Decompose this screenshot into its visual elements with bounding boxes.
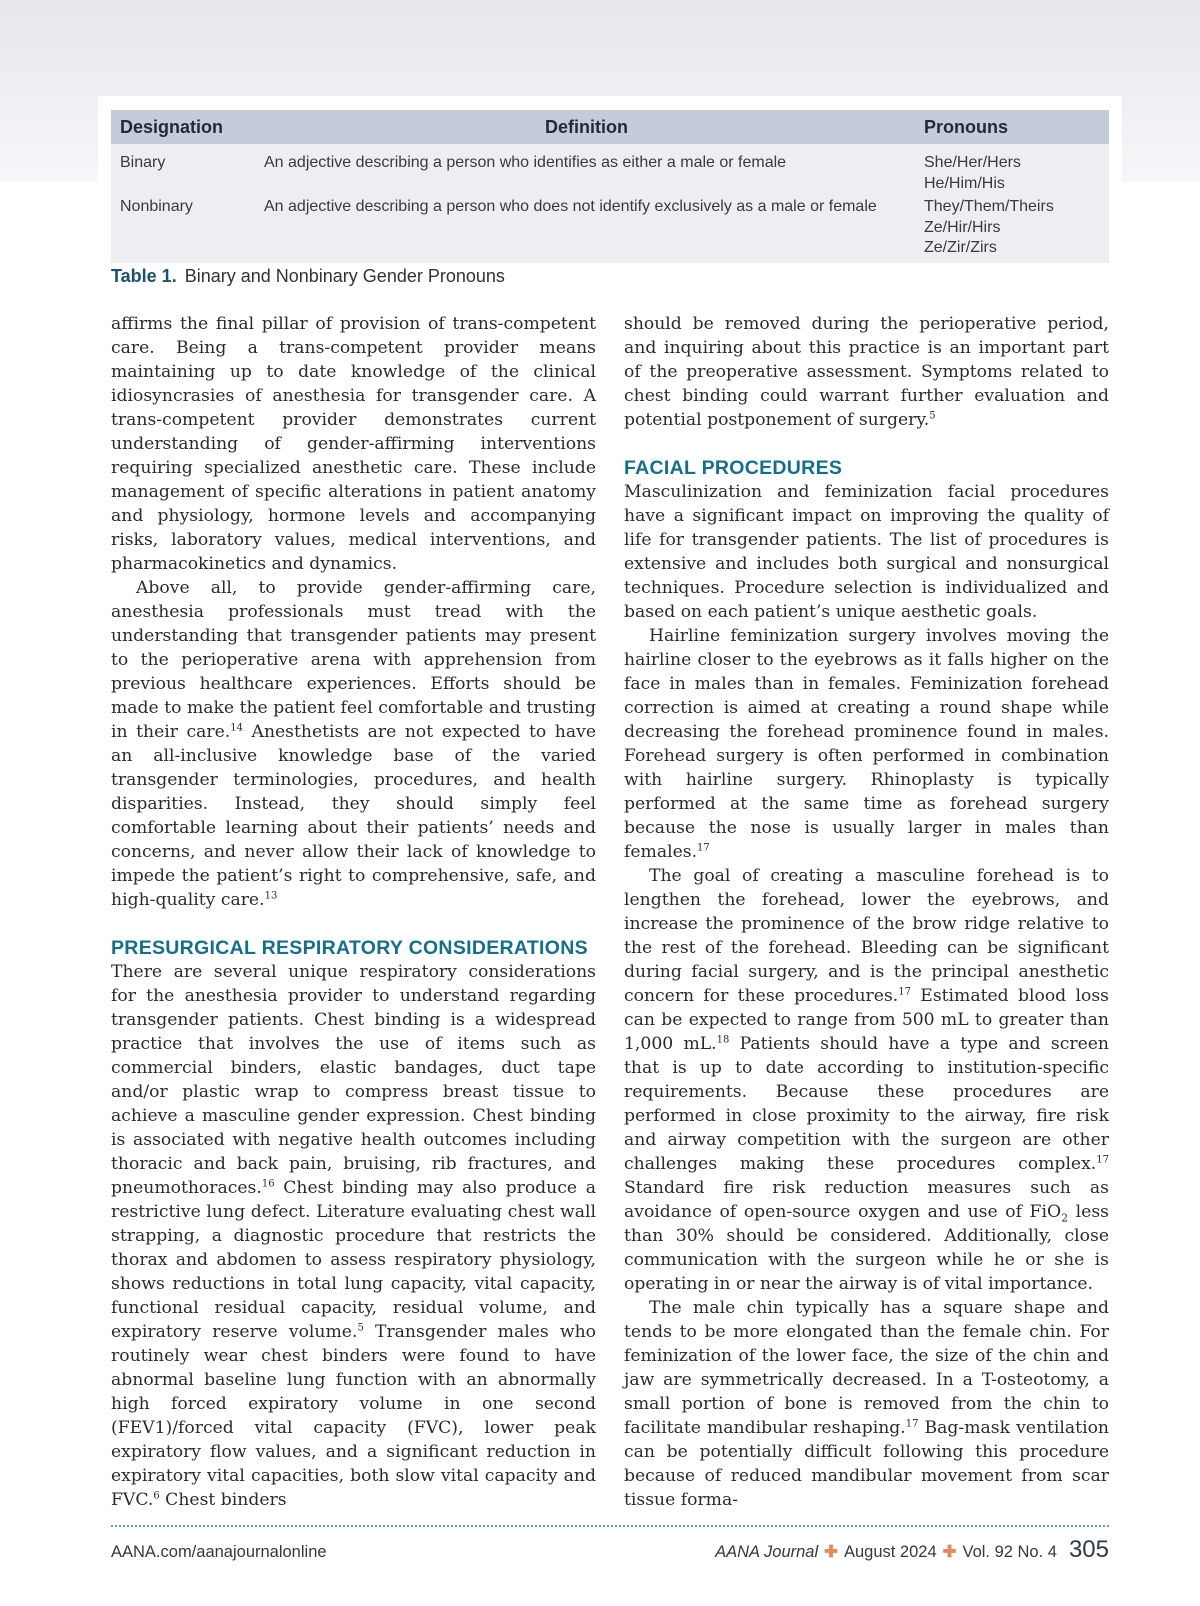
plus-separator-icon: ✚	[942, 1543, 957, 1561]
table-header-row	[111, 110, 1109, 144]
table-cell-definition: An adjective describing a person who does not identify exclusively as a male or female	[264, 198, 877, 215]
pronoun-table	[111, 110, 1109, 263]
table-caption	[111, 266, 505, 287]
reference-marker: 6	[153, 1490, 160, 1502]
reference-marker: 17	[697, 842, 710, 854]
table-header-pronouns: Pronouns	[924, 116, 1008, 137]
subscript: 2	[1061, 1211, 1069, 1225]
left-column	[111, 312, 596, 1512]
table-body	[111, 144, 1109, 263]
table-cell-pronouns	[918, 197, 1109, 259]
page-number: 305	[1068, 1536, 1109, 1563]
table-row	[111, 144, 1109, 194]
journal-name: AANA Journal	[715, 1543, 819, 1561]
table-cell-designation: Nonbinary	[120, 198, 193, 215]
table-row	[111, 194, 1109, 259]
paragraph: Above all, to provide gender-affirming care, anesthesia professionals must tread with the understanding that transgender patients may present to the perioperative arena with apprehension from previous healthcare experiences. Efforts should be made to make the patient feel comfortable and trusting in their care.$^{14}$ Anesthetists are not expected to have an all-inclusive knowledge base of the varied transgender terminologies, procedures, and health disparities. Instead, they should simply feel comfortable learning about their patients’ needs and concerns, and never allow their lack of knowledge to impede the patient’s right to comprehensive, safe, and high-quality care.$^{13}$	[111, 578, 596, 910]
reference-marker: 5	[929, 410, 936, 422]
section-heading: PRESURGICAL RESPIRATORY CONSIDERATIONS	[111, 937, 588, 959]
paragraph: affirms the final pillar of provision of trans-competent care. Being a trans-competent provider means maintaining up to date knowledge of the clinical idiosyncrasies of anesthesia for transgender care. A trans-competent provider demonstrates current understanding of gender-affirming interventions requiring specialized anesthetic care. These include management of specific alterations in patient anatomy and physiology, hormone levels and accompanying risks, laboratory values, medical interventions, and pharmacokinetics and dynamics.	[111, 314, 596, 574]
right-column	[624, 312, 1109, 1512]
paragraph: There are several unique respiratory considerations for the anesthesia provider to understand regarding transgender patients. Chest binding is a widespread practice that involves the use of items such as commercial binders, elastic bandages, duct tape and/or plastic wrap to compress breast tissue to achieve a masculine gender expression. Chest binding is associated with negative health outcomes including thoracic and back pain, bruising, rib fractures, and pneumothoraces.$^{16}$ Chest binding may also produce a restrictive lung defect. Literature evaluating chest wall strapping, a diagnostic procedure that restricts the thorax and abdomen to assess respiratory physiology, shows reductions in total lung capacity, vital capacity, functional residual capacity, residual volume, and expiratory reserve volume.$^5$ Transgender males who routinely wear chest binders were found to have abnormal baseline lung function with an abnormally high forced expiratory volume in one second (FEV1)/forced vital capacity (FVC), lower peak expiratory flow values, and a significant reduction in expiratory vital capacities, both slow vital capacity and FVC.$^6$ Chest binders	[111, 962, 597, 1510]
reference-marker: 13	[264, 890, 278, 902]
reference-marker: 14	[230, 722, 243, 734]
reference-marker: 5	[357, 1322, 364, 1334]
pronoun-line: She/Her/Hers	[924, 154, 1021, 171]
paragraph: Hairline feminization surgery involves moving the hairline closer to the eyebrows as it falls higher on the face in males than in females. Feminization forehead correction is aimed at creating a round shape while decreasing the forehead prominence found in males. Forehead surgery is often performed in combination with hairline surgery. Rhinoplasty is typically performed at the same time as forehead surgery because the nose is usually larger in males than females.$^{17}$	[624, 626, 1109, 862]
table-header-definition: Definition	[545, 116, 628, 137]
table-cell-pronouns	[918, 153, 1109, 194]
table-caption-label: Table 1.	[111, 266, 177, 286]
reference-marker: 17	[898, 986, 911, 998]
issue-date: August 2024	[843, 1543, 937, 1561]
pronoun-line: He/Him/His	[924, 174, 1005, 192]
footer-citation	[715, 1536, 1109, 1564]
page-footer	[111, 1536, 1109, 1570]
reference-marker: 18	[716, 1034, 730, 1046]
section-heading: FACIAL PROCEDURES	[624, 457, 843, 479]
table-header-designation: Designation	[120, 116, 224, 137]
reference-marker: 16	[261, 1178, 275, 1190]
paragraph: The goal of creating a masculine forehead is to lengthen the forehead, lower the eyebrows, and increase the prominence of the brow ridge relative to the rest of the forehead. Bleeding can be significant during facial surgery, and is the principal anesthetic concern for these procedures.$^{17}$ Estimated blood loss can be expected to range from 500 mL to greater than 1,000 mL.$^{18}$ Patients should have a type and screen that is up to date according to institution-specific requirements. Because these procedures are performed in close proximity to the airway, fire risk and airway competition with the surgeon are other challenges making these procedures complex.$^{17}$ Standard fire risk reduction measures such as avoidance of open-source oxygen and use of FiO$_2$ less than 30% should be considered. Additionally, close communication with the surgeon while he or she is operating in or near the airway is of vital importance.	[624, 866, 1110, 1294]
paragraph: Masculinization and feminization facial procedures have a significant impact on improving the quality of life for transgender patients. The list of procedures is extensive and includes both surgical and nonsurgical techniques. Procedure selection is individualized and based on each patient’s unique aesthetic goals.	[624, 482, 1109, 622]
pronoun-line: They/Them/Theirs	[924, 198, 1054, 215]
paragraph: The male chin typically has a square shape and tends to be more elongated than the female chin. For feminization of the lower face, the size of the chin and jaw are symmetrically decreased. In a T-osteotomy, a small portion of bone is removed from the chin to facilitate mandibular reshaping.$^{17}$ Bag-mask ventilation can be potentially difficult following this procedure because of reduced mandibular movement from scar tissue forma-	[624, 1298, 1109, 1510]
volume-number: Vol. 92 No. 4	[962, 1543, 1057, 1561]
paragraph: should be removed during the perioperative period, and inquiring about this practice is an important part of the preoperative assessment. Symptoms related to chest binding could warrant further evaluation and potential postponement of surgery.$^5$	[624, 314, 1109, 430]
table-caption-text: Binary and Nonbinary Gender Pronouns	[184, 266, 505, 286]
reference-marker: 17	[905, 1418, 919, 1430]
journal-url-link[interactable]: AANA.com/aanajournalonline	[111, 1543, 327, 1561]
table-cell-definition: An adjective describing a person who identifies as either a male or female	[264, 154, 787, 171]
reference-marker: 17	[1096, 1154, 1109, 1166]
pronoun-line: Ze/Zir/Zirs	[924, 239, 997, 256]
pronoun-line: Ze/Hir/Hirs	[924, 218, 1001, 236]
plus-separator-icon: ✚	[824, 1543, 838, 1561]
table-cell-designation: Binary	[120, 154, 166, 171]
footer-divider	[111, 1525, 1109, 1527]
